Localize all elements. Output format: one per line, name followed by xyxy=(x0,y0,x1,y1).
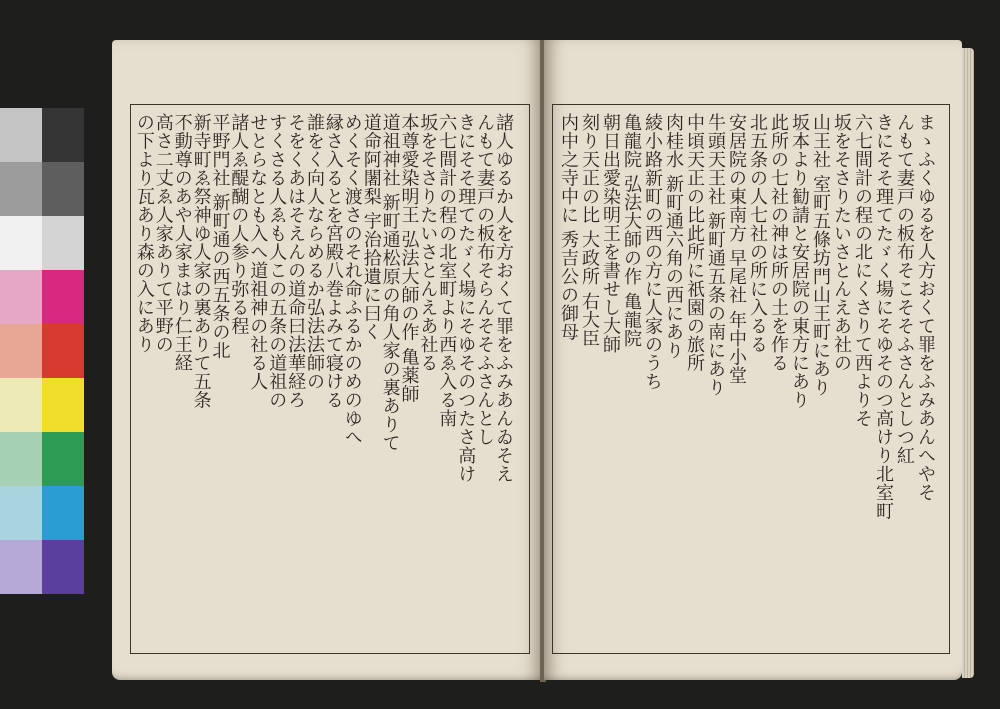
right-text-block xyxy=(558,113,939,645)
text-column: 北五条の人七社の所に入るる xyxy=(747,113,768,354)
left-text-frame xyxy=(130,104,530,654)
color-patch xyxy=(0,486,42,540)
text-column: そをくあはそえんの道命曰法華経ろ xyxy=(285,113,307,409)
text-column: 内中之寺中に 秀吉公の御母 xyxy=(558,113,579,342)
text-column: 此所の七社の神は所の土を作る xyxy=(768,113,789,372)
color-patch xyxy=(42,216,84,270)
color-patch xyxy=(0,270,42,324)
text-column: すくさる人ゑも人この五条の道祖の xyxy=(266,113,288,409)
text-column: 新寺町ゑ祭神ゆ人家の裏ありて五条 xyxy=(190,113,212,409)
text-column: まゝふくゆるを人方おくて罪をふみあんへやそ xyxy=(915,113,936,502)
text-column: 六七間計の程の北にくさりて西よりそ xyxy=(852,113,873,428)
text-column: 諸人ゑ醍醐の人参り弥る程 xyxy=(228,113,250,335)
color-patch xyxy=(42,486,84,540)
color-patch xyxy=(0,378,42,432)
text-column: きにそそ理てたゞく場にそゆそのつ高けり北室町 xyxy=(873,113,894,520)
text-column: 諸人ゆるか人を方おくて罪をふみあんゐそえ xyxy=(492,113,514,483)
text-column: 亀龍院 弘法大師の作 亀龍院 xyxy=(621,113,642,348)
text-column: 道命阿闍梨 宇治拾遺に曰く xyxy=(360,113,382,342)
left-page xyxy=(112,40,542,680)
color-patch xyxy=(42,378,84,432)
color-patch xyxy=(42,540,84,594)
page-edge xyxy=(962,48,974,678)
color-patch xyxy=(42,432,84,486)
text-column: 刻り天正の比 大政所 右大臣 xyxy=(579,113,600,348)
text-column: の下より瓦あり森の入にあり xyxy=(133,113,155,354)
text-column: 本尊愛染明王 弘法大師の作 亀薬師 xyxy=(398,113,420,403)
color-patch xyxy=(42,270,84,324)
text-column: 六七間計の程の北室町より西ゑ入る南 xyxy=(436,113,458,428)
left-text-block xyxy=(133,113,519,645)
color-patch xyxy=(0,324,42,378)
text-column: めくそく渡さのそれ命ふるかのめのゆへ xyxy=(341,113,363,446)
color-patch xyxy=(42,324,84,378)
text-column: 牛頭天王社 新町通五条の南にあり xyxy=(705,113,726,397)
text-column: んもて妻戸の板布そらんそそふさんとし xyxy=(474,113,496,446)
text-column: 綾小路新町の西の方に人家のうち xyxy=(642,113,663,391)
text-column: 平野門社 新町通の西五条の北 xyxy=(209,113,231,360)
color-patch xyxy=(0,540,42,594)
text-column: 坂をそさりたいさとんえあ社の xyxy=(831,113,852,372)
right-text-frame xyxy=(552,104,950,654)
text-column: 高さ二丈ゑ人家ありて平野の xyxy=(152,113,174,354)
text-column: きにそそ理てたゞく場にそゆそのつたさ高け xyxy=(455,113,477,483)
text-column: 坂本より勧請と安居院の東方にあり xyxy=(789,113,810,409)
text-column: 山王社 室町五條坊門山王町にあり xyxy=(810,113,831,397)
color-patch xyxy=(0,162,42,216)
text-column: 中頃天正の比此所に祇園の旅所 xyxy=(684,113,705,372)
color-calibration-chart xyxy=(0,108,84,598)
text-column: せとらなとも入へ道祖神の社る人 xyxy=(247,113,269,391)
text-column: 誰をく向人ならめるか弘法法師の xyxy=(303,113,325,391)
text-column: んもて妻戸の板布そこそそふさんとしつ紅 xyxy=(894,113,915,465)
text-column: 不動尊のあや人家まはり仁王経 xyxy=(171,113,193,372)
text-column: 安居院の東南方 早尾社 年中小堂 xyxy=(726,113,747,385)
text-column: 坂をそさりたいさとんえあ社る xyxy=(417,113,439,372)
text-column: 道祖神社 新町通松原の角人家の裏ありて xyxy=(379,113,401,453)
right-page xyxy=(544,40,962,680)
color-patch xyxy=(42,162,84,216)
color-patch xyxy=(0,108,42,162)
color-patch xyxy=(42,108,84,162)
text-column: 朝日出愛染明王を書せし大師 xyxy=(600,113,621,354)
color-patch xyxy=(0,432,42,486)
text-column: 縁さ入るとを宮殿八巻よみて寝ける xyxy=(322,113,344,409)
open-book xyxy=(112,40,974,695)
text-column: 肉桂水 新町通六角の西にあり xyxy=(663,113,684,360)
color-patch xyxy=(0,216,42,270)
